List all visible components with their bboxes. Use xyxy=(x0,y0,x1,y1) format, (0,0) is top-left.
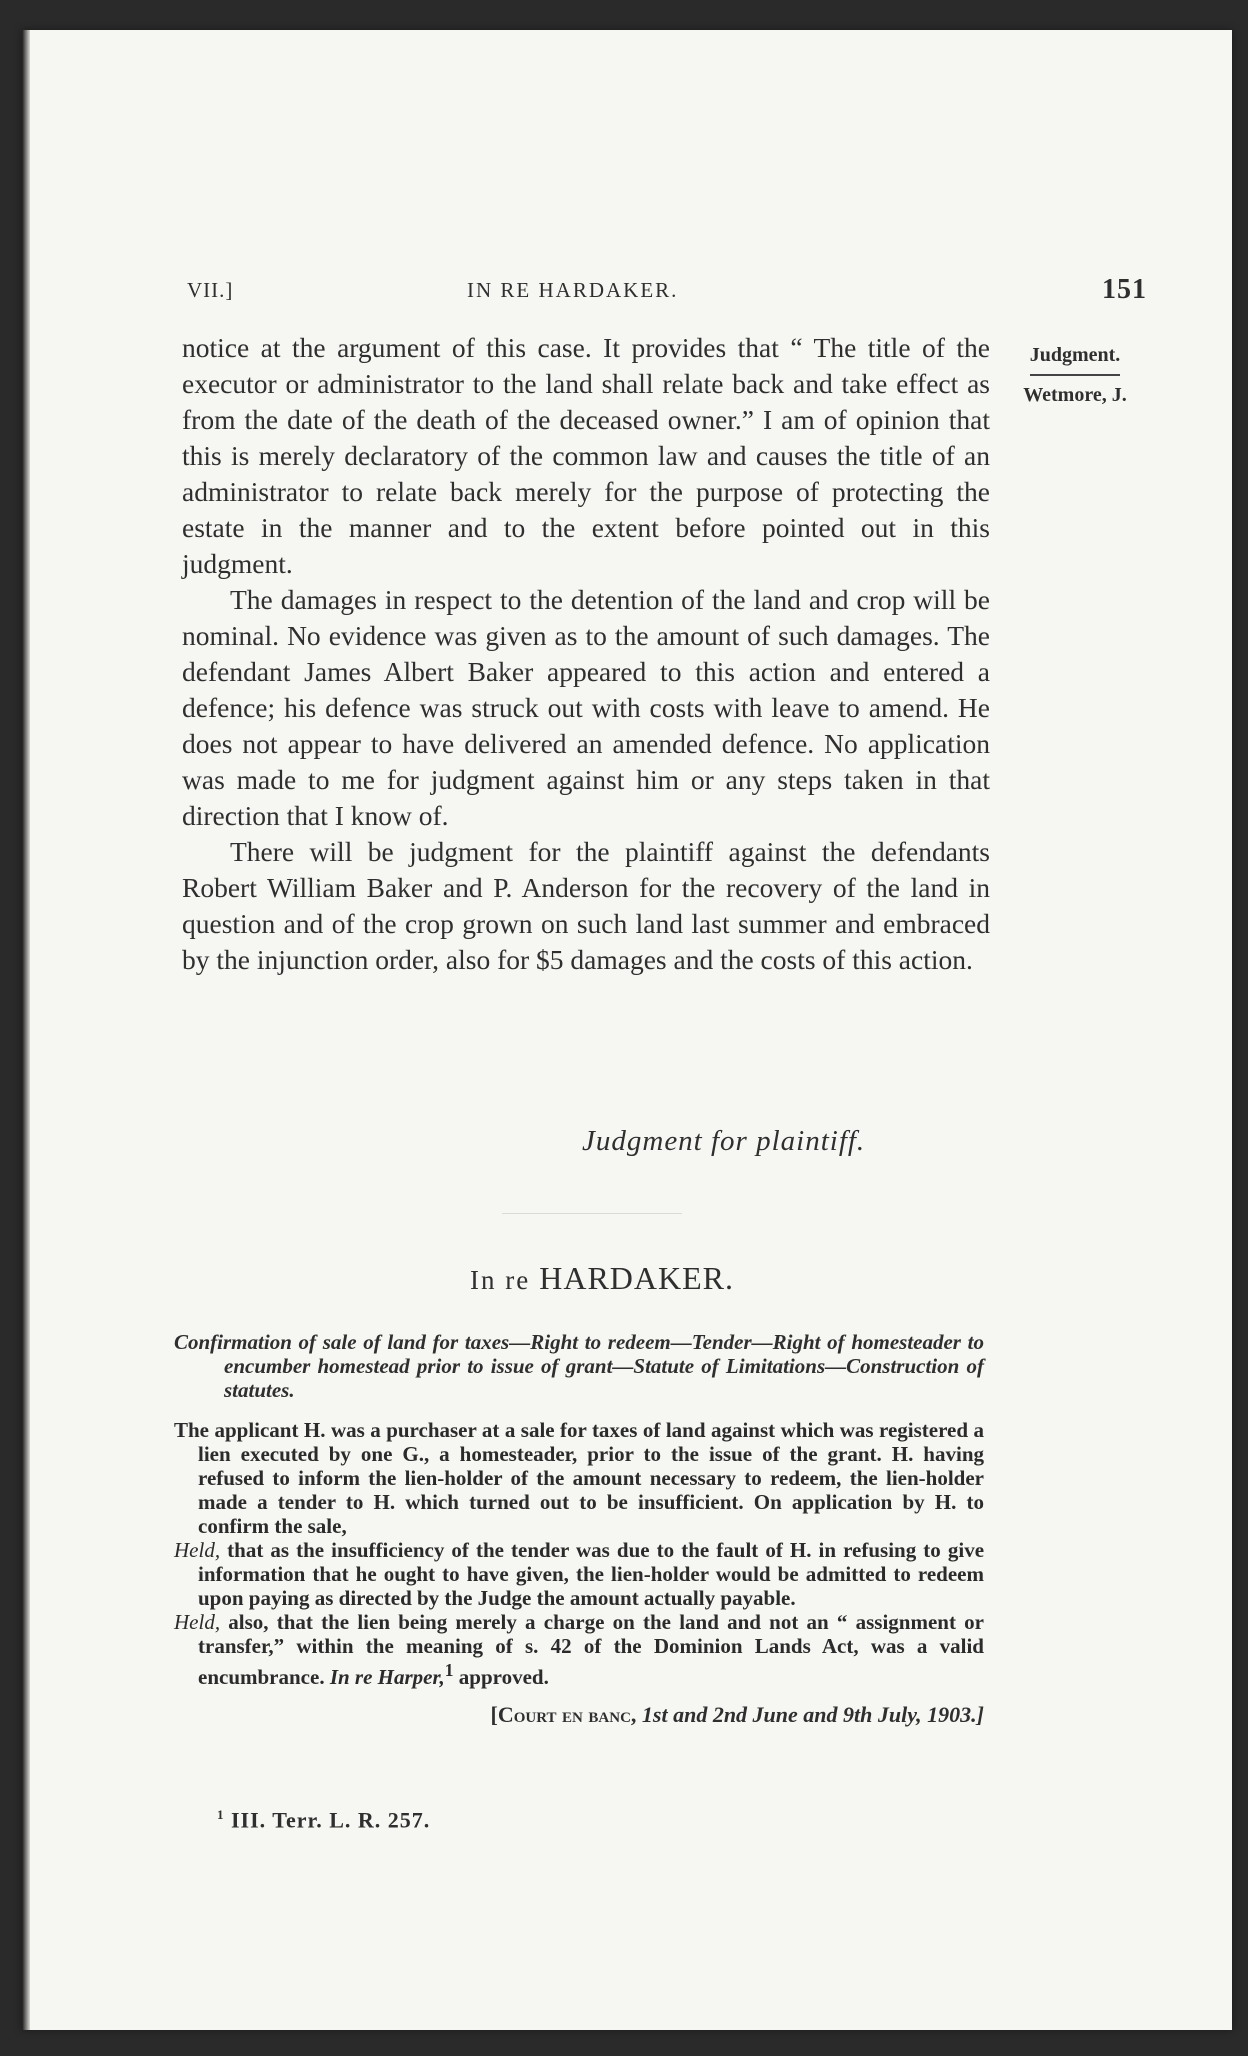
held-text-end: approved. xyxy=(458,1665,549,1689)
body-paragraph: The damages in respect to the detention of the land and crop will be nominal. No evidence was given as to the amount of such damages. The defendant James Albert Baker appeared to this action and entered a defence; his defence was struck out with costs with leave to amend. He does not appear to have delivered an amended defence. No application was made to me for judgment against him or any steps taken in that direction that I know of. xyxy=(182,584,990,831)
footnote-text: III. Terr. L. R. 257. xyxy=(231,1807,431,1833)
headnote-facts: The applicant H. was a purchaser at a sale for taxes of land against which was registered a lien executed by one G., a homesteader, prior to the issue of the grant. H. having refused to inform the lien-holder of the amount necessary to redeem, the lien-holder made a tender to H. which turned out to be insufficient. On application by H. to confirm the sale, xyxy=(174,1418,984,1538)
verdict-line: Judgment for plaintiff. xyxy=(582,1125,866,1157)
held-text: that as the insufficiency of the tender was due to the fault of H. in refusing to give information that he ought to have given, the lien-holder would be admitted to redeem upon paying as directed by the Judge the amount actually payable. xyxy=(198,1538,985,1610)
hearing-dates: 1st and 2nd June and 9th July, 1903.] xyxy=(641,1702,984,1727)
footnote-mark: 1 xyxy=(217,1807,225,1822)
footnote xyxy=(217,1807,430,1833)
margin-note-rule xyxy=(1030,374,1120,376)
held-text: also, that the lien being merely a charge on the land and not an “ assignment or transfer,” within the meaning of s. 42 of the Dominion Lands Act, was a valid encumbrance. xyxy=(198,1610,984,1689)
headnote xyxy=(174,1330,984,1727)
headnote-held-1 xyxy=(174,1538,984,1610)
running-header xyxy=(187,274,1147,314)
document-page xyxy=(22,30,1232,2030)
section-divider xyxy=(502,1213,682,1214)
page-number: 151 xyxy=(1102,274,1147,305)
margin-note-judge: Wetmore, J. xyxy=(1023,384,1127,406)
held-label: Held, xyxy=(174,1538,221,1562)
section-number: VII.] xyxy=(187,278,234,302)
catchwords: Confirmation of sale of land for taxes—Right to redeem—Tender—Right of homesteader to encumber homestead prior to issue of grant—Statute of Limitations—Construction of statutes. xyxy=(174,1330,984,1402)
body-paragraph: There will be judgment for the plaintiff against the defendants Robert William Baker and P. Anderson for the recovery of the land in question and of the crop grown on such land last summer and embraced by the injunction order, also for $5 damages and the costs of this action. xyxy=(182,836,990,975)
court-line xyxy=(174,1703,984,1727)
held-label: Held, xyxy=(174,1610,221,1634)
margin-note-judgment: Judgment. xyxy=(1029,344,1121,366)
headnote-held-2 xyxy=(174,1610,984,1689)
margin-notes xyxy=(1010,338,1140,412)
running-title: IN RE HARDAKER. xyxy=(467,278,679,302)
court-name: [Court en banc, xyxy=(490,1702,637,1727)
case-title xyxy=(222,1260,982,1297)
page-binding-edge xyxy=(22,30,30,2030)
headnote-summary xyxy=(174,1418,984,1689)
judgment-body xyxy=(182,330,990,978)
body-paragraph: notice at the argument of this case. It provides that “ The title of the executor or administrator to the land shall relate back and take effect as from the date of the death of the deceased owner.” I am of opinion that this is merely declaratory of the common law and causes the title of an administrator to relate back merely for the purpose of protecting the estate in the manner and to the extent before pointed out in this judgment. xyxy=(182,332,990,579)
case-citation: In re Harper, xyxy=(329,1665,445,1689)
case-title-name: HARDAKER. xyxy=(539,1260,734,1296)
case-title-prefix: In re xyxy=(470,1265,531,1295)
footnote-reference: 1 xyxy=(444,1660,454,1680)
